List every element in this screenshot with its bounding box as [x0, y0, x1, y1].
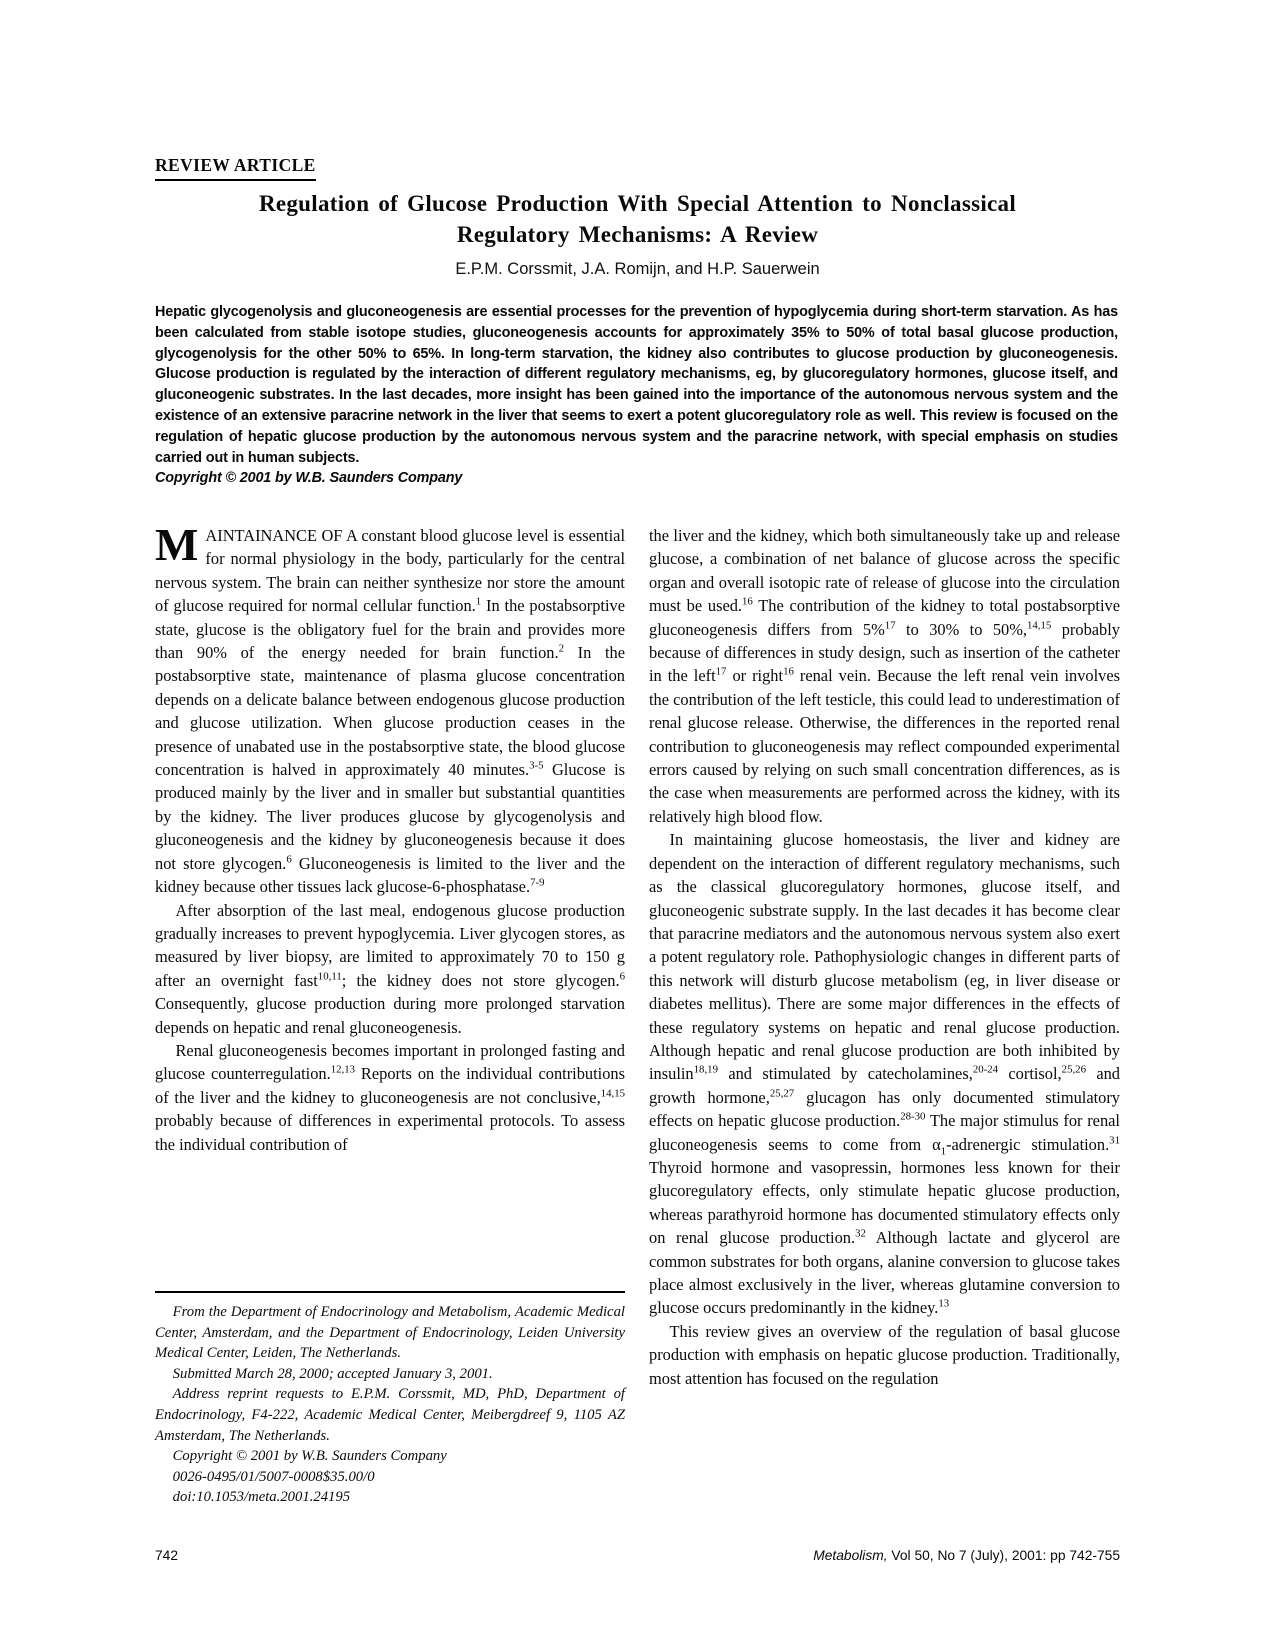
- body-paragraph: MAINTAINANCE OF A constant blood glucose level is essential for normal physiology in the body, particularly for the central nervous system. The brain can neither synthesize nor store the amount of glucose required for normal cellular function.$^1$ In the postabsorptive state, glucose is the obligatory fuel for the brain and provides more than 90% of the energy needed for brain function.$^2$ In the postabsorptive state, maintenance of plasma glucose concentration depends on a delicate balance between endogenous glucose production and glucose utilization. When glucose production ceases in the presence of unabated use in the postabsorptive state, the blood glucose concentration is halved in approximately 40 minutes.$^{3-5}$ Glucose is produced mainly by the liver and in smaller but substantial quantities by the kidney. The liver produces glucose by glycogenolysis and gluconeogenesis and the kidney by gluconeogenesis because it does not store glycogen.$^6$ Gluconeogenesis is limited to the liver and the kidney because other tissues lack glucose-6-phosphatase.$^{7-9}$: [155, 519, 625, 897]
- reference-superscript: 3-5: [529, 759, 544, 772]
- reference-superscript: 7-9: [530, 876, 545, 889]
- footnote-paragraph: Copyright © 2001 by W.B. Saunders Company: [172, 1448, 447, 1465]
- reference-superscript: 1: [475, 595, 482, 608]
- footnote-paragraph: doi:10.1053/meta.2001.24195: [172, 1489, 351, 1506]
- abstract: [155, 302, 1118, 489]
- reference-superscript: 16: [783, 665, 794, 678]
- article-title-line1: Regulation of Glucose Production With Special Attention to Nonclassical: [258, 191, 1017, 216]
- article-title-line2: Regulatory Mechanisms: A Review: [456, 222, 819, 247]
- reference-superscript: 6: [286, 853, 292, 866]
- left-column: [155, 519, 625, 1156]
- reference-superscript: 17: [884, 619, 896, 632]
- reference-superscript: 18,19: [693, 1063, 718, 1076]
- section-label: REVIEW ARTICLE: [155, 155, 316, 181]
- reference-superscript: 16: [742, 595, 753, 608]
- reference-superscript: 14,15: [1026, 619, 1052, 632]
- reference-superscript: 17: [715, 665, 727, 678]
- dropcap-letter: M: [155, 519, 199, 570]
- footnote-block: [155, 1291, 625, 1508]
- footnote-paragraph: From the Department of Endocrinology and Metabolism, Academic Medical Center, Amsterdam, and the Department of Endocrinology, Leiden University Medical Center, Leiden, The Netherlands.: [155, 1304, 625, 1362]
- reference-superscript: 12,13: [330, 1063, 356, 1076]
- reference-superscript: 13: [938, 1297, 950, 1310]
- article-title: [155, 188, 1120, 250]
- reference-superscript: 14,15: [600, 1087, 625, 1100]
- right-column: [649, 524, 1120, 1390]
- body-paragraph: In maintaining glucose homeostasis, the liver and kidney are dependent on the interaction of different regulatory mechanisms, such as the classical glucoregulatory hormones, glucose itself, and gluconeogenic substrate supply. In the last decades it has become clear that paracrine mediators and the autonomous nervous system also exert a potent regulatory role. Pathophysiologic changes in different parts of this network will disturb glucose metabolism (eg, in liver disease or diabetes mellitus). There are some major differences in the effects of these regulatory systems on hepatic and renal glucose production. Although hepatic and renal glucose production are both inhibited by insulin$^{18,19}$ and stimulated by catecholamines,$^{20-24}$ cortisol,$^{25,26}$ and growth hormone,$^{25,27}$ glucagon has only documented stimulatory effects on hepatic glucose production.$^{28-30}$ The major stimulus for renal gluconeogenesis seems to come from $\alpha_1$-adrenergic stimulation.$^{31}$ Thyroid hormone and vasopressin, hormones less known for their glucoregulatory effects, only stimulate hepatic glucose production, whereas parathyroid hormone has documented stimulatory effects only on renal glucose production.$^{32}$ Although lactate and glycerol are common substrates for both organs, alanine conversion to glucose takes place almost exclusively in the liver, whereas glutamine conversion to glucose occurs predominantly in the kidney.$^{13}$: [649, 830, 1120, 1318]
- reference-superscript: 6: [619, 970, 625, 983]
- page-number: 742: [155, 1548, 179, 1563]
- reference-superscript: 20-24: [972, 1063, 999, 1076]
- reference-superscript: 25,27: [769, 1087, 795, 1100]
- body-paragraph: the liver and the kidney, which both simultaneously take up and release glucose, a combination of net balance of glucose across the specific organ and overall isotopic rate of release of glucose into the circulation must be used.$^{16}$ The contribution of the kidney to total postabsorptive gluconeogenesis differs from 5%$^{17}$ to 30% to 50%,$^{14,15}$ probably because of differences in study design, such as insertion of the catheter in the left$^{17}$ or right$^{16}$ renal vein. Because the left renal vein involves the contribution of the left testicle, this could lead to underestimation of renal glucose release. Otherwise, the differences in the reported renal contribution to gluconeogenesis may reflect compounded experimental errors caused by relying on such small concentration differences, as is the case when measurements are performed across the kidney, with its relatively high blood flow.: [649, 526, 1120, 826]
- reference-superscript: 10,11: [317, 970, 342, 983]
- journal-volume-info: Vol 50, No 7 (July), 2001: pp 742-755: [887, 1548, 1120, 1563]
- footnote-paragraph: 0026-0495/01/5007-0008$35.00/0: [172, 1468, 375, 1485]
- reference-superscript: 32: [855, 1227, 866, 1240]
- journal-name: Metabolism,: [813, 1548, 888, 1563]
- body-paragraph: This review gives an overview of the regulation of basal glucose production with emphasis on hepatic glucose production. Traditionally, most attention has focused on the regulation: [649, 1321, 1120, 1388]
- authors-line: E.P.M. Corssmit, J.A. Romijn, and H.P. Sauerwein: [455, 260, 820, 278]
- subscript: 1: [940, 1144, 947, 1157]
- reference-superscript: 28-30: [900, 1110, 926, 1123]
- footnote-paragraph: Address reprint requests to E.P.M. Corssmit, MD, PhD, Department of Endocrinology, F4-222, Academic Medical Center, Meibergdreef 9, 1105 AZ Amsterdam, The Netherlands.: [155, 1386, 625, 1444]
- body-paragraph: Renal gluconeogenesis becomes important in prolonged fasting and glucose counterregulation.$^{12,13}$ Reports on the individual contributions of the liver and the kidney to gluconeogenesis are not conclusive,$^{14,15}$ probably because of differences in experimental protocols. To assess the individual contribution of: [155, 1040, 625, 1154]
- abstract-copyright: Copyright © 2001 by W.B. Saunders Company: [155, 470, 463, 487]
- abstract-text: Hepatic glycogenolysis and gluconeogenesis are essential processes for the prevention of hypoglycemia during short-term starvation. As has been calculated from stable isotope studies, gluconeogenesis accounts for approximately 35% to 50% of total basal glucose production, glycogenolysis for the other 50% to 65%. In long-term starvation, the kidney also contributes to glucose production by gluconeogenesis. Glucose production is regulated by the interaction of different regulatory mechanisms, eg, by glucoregulatory hormones, glucose itself, and gluconeogenic substrates. In the last decades, more insight has been gained into the importance of the autonomous nervous system and the existence of an extensive paracrine network in the liver that seems to exert a potent glucoregulatory role as well. This review is focused on the regulation of hepatic glucose production by the autonomous nervous system and the paracrine network, with special emphasis on studies carried out in human subjects.: [155, 304, 1118, 466]
- footnote-paragraph: Submitted March 28, 2000; accepted January 3, 2001.: [172, 1365, 493, 1382]
- journal-citation: [813, 1548, 1120, 1563]
- reference-superscript: 25,26: [1061, 1063, 1086, 1076]
- reference-superscript: 2: [558, 642, 564, 655]
- reference-superscript: 31: [1109, 1134, 1120, 1147]
- page-footer: [155, 1548, 1120, 1563]
- body-paragraph: After absorption of the last meal, endogenous glucose production gradually increases to prevent hypoglycemia. Liver glycogen stores, as measured by liver biopsy, are limited to approximately 70 to 150 g after an overnight fast$^{10,11}$; the kidney does not store glycogen.$^6$ Consequently, glucose production during more prolonged starvation depends on hepatic and renal gluconeogenesis.: [155, 900, 625, 1037]
